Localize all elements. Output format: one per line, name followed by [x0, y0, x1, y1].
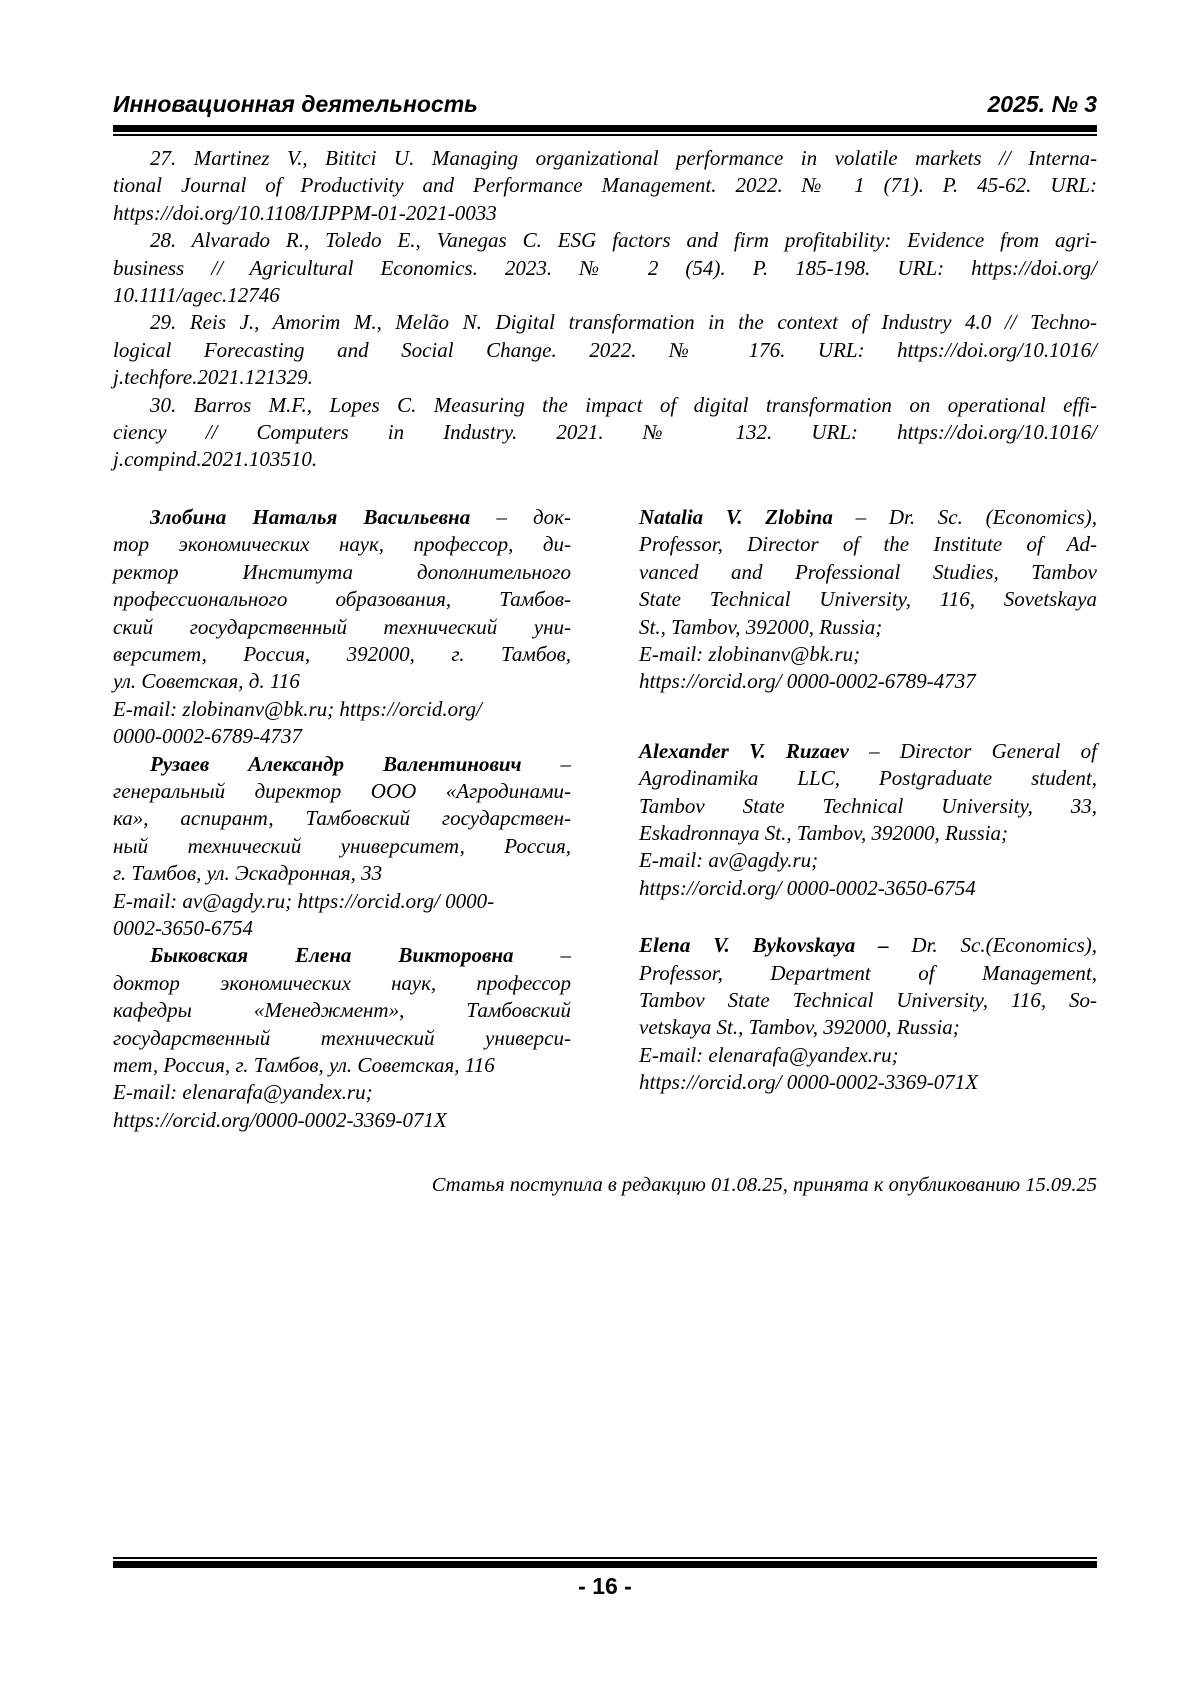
reference-item — [113, 392, 1097, 474]
author-body-line: тор экономических наук, профессор, ди- — [113, 532, 571, 557]
author-name-line — [113, 751, 571, 778]
author-body-line: St., Tambov, 392000, Russia; — [639, 614, 883, 639]
author-name-line — [639, 738, 1097, 765]
author-contact-line: https://orcid.org/0000-0002-3369-071X — [113, 1107, 447, 1132]
author-entry — [113, 751, 571, 943]
author-contacts — [639, 641, 1097, 696]
header-rule-thick — [113, 125, 1097, 132]
author-body-line: vanced and Professional Studies, Tambov — [639, 559, 1097, 584]
author-contact-line: E-mail: zlobinanv@bk.ru; https://orcid.org/ — [113, 696, 482, 721]
author-contact-line: https://orcid.org/ 0000-0002-3650-6754 — [639, 875, 976, 900]
author-entry — [113, 504, 571, 751]
footer-rule — [113, 1557, 1097, 1568]
reference-line: tional Journal of Productivity and Performance Management. 2022. № 1 (71). P. 45-62. URL: — [113, 173, 1097, 198]
author-name: Быковская Елена Викторовна — [150, 943, 514, 968]
author-title-fragment: – док- — [470, 504, 571, 529]
author-body-line: г. Тамбов, ул. Эскадронная, 33 — [113, 861, 383, 886]
reference-line: 10.1111/agec.12746 — [113, 283, 280, 308]
author-body-line: Tambov State Technical University, 33, — [639, 793, 1097, 818]
author-name-line — [639, 932, 1097, 959]
author-contacts — [113, 888, 571, 943]
author-body-line: Professor, Director of the Institute of Ad- — [639, 532, 1097, 557]
author-contact-line: https://orcid.org/ 0000-0002-3369-071X — [639, 1070, 979, 1095]
author-body-line: ул. Советская, д. 116 — [113, 669, 300, 694]
author-body-line: Tambov State Technical University, 116, So- — [639, 987, 1097, 1012]
references-section — [113, 145, 1097, 474]
author-contact-line: E-mail: av@agdy.ru; — [639, 848, 819, 873]
author-body-line: генеральный директор ООО «Агродинами- — [113, 778, 571, 803]
author-affiliation — [113, 531, 571, 695]
author-affiliation — [639, 765, 1097, 847]
author-contact-line: E-mail: zlobinanv@bk.ru; — [639, 641, 861, 666]
authors-section — [113, 504, 1097, 1134]
author-body-line: vetskaya St., Tambov, 392000, Russia; — [639, 1015, 960, 1040]
author-title-fragment: – Director General of — [848, 738, 1097, 763]
reference-line: 30. Barros M.F., Lopes C. Measuring the impact of digital transformation on operational effi- — [150, 392, 1097, 417]
page-header — [113, 90, 1097, 136]
author-contacts — [113, 1079, 571, 1134]
running-head — [113, 90, 1097, 118]
author-contact-line: E-mail: elenarafa@yandex.ru; — [639, 1042, 899, 1067]
author-name-line — [113, 504, 571, 531]
author-title-fragment: – — [513, 943, 571, 968]
journal-title: Инновационная деятельность — [113, 91, 478, 117]
author-contact-line: 0002-3650-6754 — [113, 915, 253, 940]
author-body-line: верситет, Россия, 392000, г. Тамбов, — [113, 641, 571, 666]
reference-line: ciency // Computers in Industry. 2021. № 132. URL: https://doi.org/10.1016/ — [113, 420, 1097, 445]
reference-item — [113, 309, 1097, 391]
author-contacts — [639, 1042, 1097, 1097]
author-contacts — [639, 847, 1097, 902]
author-title-fragment: – — [521, 751, 571, 776]
authors-ru-column — [113, 504, 571, 1134]
reference-item — [113, 227, 1097, 309]
author-entry — [113, 942, 571, 1134]
page-body — [113, 136, 1097, 1198]
reference-line: j.techfore.2021.121329. — [113, 365, 313, 390]
author-body-line: Eskadronnaya St., Tambov, 392000, Russia; — [639, 820, 1009, 845]
footer-rule-thick — [113, 1561, 1097, 1568]
author-body-line: доктор экономических наук, профессор — [113, 970, 571, 995]
author-name-line — [639, 504, 1097, 531]
author-affiliation — [113, 970, 571, 1080]
page-number: - 16 - — [578, 1573, 632, 1599]
author-name: Злобина Наталья Васильевна — [150, 504, 471, 529]
author-body-line: кафедры «Менеджмент», Тамбовский — [113, 998, 571, 1023]
author-body-line: ный технический университет, Россия, — [113, 833, 571, 858]
author-contact-line: E-mail: av@agdy.ru; https://orcid.org/ 0000- — [113, 888, 495, 913]
author-name: Alexander V. Ruzaev — [639, 738, 849, 763]
reference-line: 27. Martinez V., Bititci U. Managing organizational performance in volatile markets // Interna- — [150, 146, 1097, 170]
author-name: Elena V. Bykovskaya – — [639, 933, 889, 958]
author-name: Natalia V. Zlobina — [639, 504, 833, 529]
authors-en-column — [639, 504, 1097, 1134]
author-contacts — [113, 696, 571, 751]
author-entry — [639, 738, 1097, 902]
author-name-line — [113, 942, 571, 969]
author-contact-line: E-mail: elenarafa@yandex.ru; — [113, 1080, 373, 1105]
reference-line: https://doi.org/10.1108/IJPPM-01-2021-0033 — [113, 200, 497, 225]
author-contact-line: 0000-0002-6789-4737 — [113, 724, 302, 749]
reference-line: 29. Reis J., Amorim M., Melão N. Digital transformation in the context of Industry 4.0 // Techno- — [150, 310, 1097, 335]
author-entry — [639, 504, 1097, 696]
author-title-fragment: – Dr. Sc. (Economics), — [832, 504, 1097, 529]
author-body-line: Professor, Department of Management, — [639, 960, 1097, 985]
reference-item — [113, 145, 1097, 227]
author-body-line: ка», аспирант, Тамбовский государствен- — [113, 806, 571, 831]
author-entry — [639, 932, 1097, 1096]
author-body-line: State Technical University, 116, Sovetskaya — [639, 587, 1097, 612]
reference-line: j.compind.2021.103510. — [113, 447, 318, 472]
reference-line: 28. Alvarado R., Toledo E., Vanegas C. ESG factors and firm profitability: Evidence from agri- — [150, 228, 1097, 253]
reference-line: logical Forecasting and Social Change. 2022. № 176. URL: https://doi.org/10.1016/ — [113, 337, 1097, 362]
reference-line: business // Agricultural Economics. 2023. № 2 (54). P. 185-198. URL: https://doi.org/ — [113, 255, 1097, 280]
author-body-line: тет, Россия, г. Тамбов, ул. Советская, 116 — [113, 1053, 495, 1077]
author-body-line: государственный технический универси- — [113, 1025, 571, 1050]
author-body-line: Agrodinamika LLC, Postgraduate student, — [639, 766, 1097, 791]
author-body-line: профессионального образования, Тамбов- — [113, 587, 571, 612]
author-affiliation — [639, 531, 1097, 641]
author-body-line: ский государственный технический уни- — [113, 614, 571, 639]
author-contact-line: https://orcid.org/ 0000-0002-6789-4737 — [639, 669, 976, 694]
issue-label: 2025. № 3 — [987, 91, 1097, 117]
page-footer — [113, 1557, 1097, 1601]
submission-note: Статья поступила в редакцию 01.08.25, принята к опубликованию 15.09.25 — [431, 1174, 1097, 1197]
author-body-line: ректор Института дополнительного — [113, 559, 571, 584]
header-rule — [113, 125, 1097, 136]
author-title-fragment: Dr. Sc.(Economics), — [888, 933, 1097, 958]
author-affiliation — [113, 778, 571, 888]
author-name: Рузаев Александр Валентинович — [150, 751, 522, 776]
author-affiliation — [639, 960, 1097, 1042]
